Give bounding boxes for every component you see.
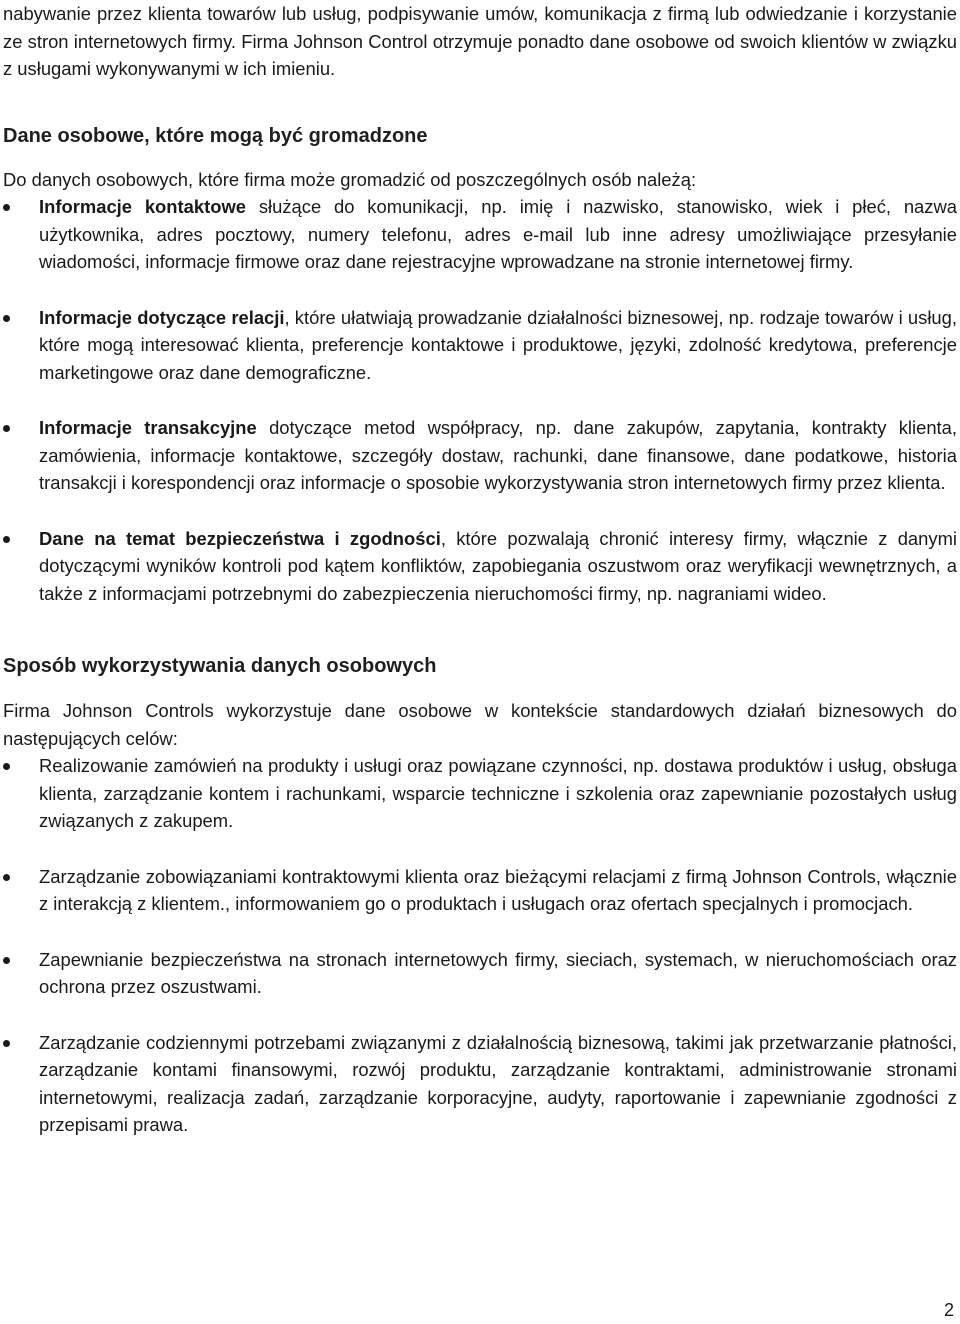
intro-paragraph: nabywanie przez klienta towarów lub usług, podpisywanie umów, komunikacja z firmą lub odwiedzanie i korzystanie ze stron internetowych firmy. Firma Johnson Control otrzymuje ponadto dane osobowe od swoich klientów w związku z usługami wykonywanymi w ich imieniu.	[3, 3, 957, 79]
section-heading-collected-data: Dane osobowe, które mogą być gromadzone	[3, 124, 428, 147]
list-item	[3, 752, 957, 835]
section-lead-data-usage: Firma Johnson Controls wykorzystuje dane osobowe w kontekście standardowych działań biznesowych do następujących celów:	[3, 700, 957, 749]
list-item	[3, 414, 957, 497]
list-item-bold-lead: Informacje kontaktowe	[39, 196, 246, 217]
list-item-text: służące do komunikacji, np. imię i nazwisko, stanowisko, wiek i płeć, nazwa użytkownika, adres pocztowy, numery telefonu, adres e-mail lub inne adresy umożliwiające przesyłanie wiadomości, informacje firmowe oraz dane rejestracyjne wprowadzane na stronie internetowej firmy.	[39, 196, 957, 272]
page-number: 2	[943, 1300, 954, 1320]
document-page	[3, 0, 957, 1167]
list-item-text: dotyczące metod współpracy, np. dane zakupów, zapytania, kontrakty klienta, zamówienia, informacje kontaktowe, szczegóły dostaw, rachunki, dane finansowe, dane podatkowe, historia transakcji i korespondencji oraz informacje o sposobie wykorzystywania stron internetowych firmy przez klienta.	[39, 417, 957, 493]
list-item-text: Zarządzanie codziennymi potrzebami związanymi z działalnością biznesową, takimi jak przetwarzanie płatności, zarządzanie kontami finansowymi, rozwój produktu, zarządzanie kontraktami, administrowanie stronami internetowymi, realizacja zadań, zarządzanie korporacyjne, audyty, raportowanie i zapewnianie zgodności z przepisami prawa.	[39, 1031, 957, 1135]
bullet-icon	[3, 874, 10, 881]
list-item	[3, 525, 957, 608]
list-item	[3, 304, 957, 387]
list-item-bold-lead: Informacje dotyczące relacji	[39, 306, 285, 328]
list-item-text: , które ułatwiają prowadzanie działalności biznesowej, np. rodzaje towarów i usług, które mogą interesować klienta, preferencje kontaktowe i produktowe, języki, zdolność kredytowa, preferencje marketingowe oraz dane demograficzne.	[39, 306, 957, 383]
list-item	[3, 1029, 957, 1139]
list-item-text: Realizowanie zamówień na produkty i usługi oraz powiązane czynności, np. dostawa produktów i usług, obsługa klienta, zarządzanie kontem i rachunkami, wsparcie techniczne i szkolenia oraz zapewnianie pozostałych usług związanych z zakupem.	[39, 755, 957, 831]
bullet-icon	[3, 536, 10, 543]
list-item	[3, 193, 957, 276]
section-heading-data-usage: Sposób wykorzystywania danych osobowych	[3, 655, 437, 677]
bullet-icon	[3, 315, 10, 322]
bullet-icon	[3, 204, 10, 211]
list-item-bold-lead: Informacje transakcyjne	[39, 417, 257, 438]
list-item	[3, 946, 957, 1001]
collected-data-list	[3, 193, 957, 607]
bullet-icon	[3, 957, 10, 964]
bullet-icon	[3, 763, 10, 770]
data-usage-list	[3, 752, 957, 1139]
list-item-text: Zarządzanie zobowiązaniami kontraktowymi klienta oraz bieżącymi relacjami z firmą Johnson Controls, włącznie z interakcją z klientem., informowaniem go o produktach i usługach oraz ofertach specjalnych i promocjach.	[39, 865, 957, 914]
bullet-icon	[3, 1040, 10, 1047]
section-lead-collected-data: Do danych osobowych, które firma może gromadzić od poszczególnych osób należą:	[3, 168, 697, 190]
list-item-text: Zapewnianie bezpieczeństwa na stronach internetowych firmy, sieciach, systemach, w nieruchomościach oraz ochrona przez oszustwami.	[39, 948, 957, 997]
list-item-bold-lead: Dane na temat bezpieczeństwa i zgodności	[39, 527, 441, 549]
bullet-icon	[3, 425, 10, 432]
list-item	[3, 863, 957, 918]
list-item-text: , które pozwalają chronić interesy firmy, włącznie z danymi dotyczącymi wyników kontroli pod kątem konfliktów, zapobiegania oszustwom oraz weryfikacji wewnętrznych, a także z informacjami potrzebnymi do zabezpieczenia nieruchomości firmy, np. nagraniami wideo.	[39, 527, 957, 604]
